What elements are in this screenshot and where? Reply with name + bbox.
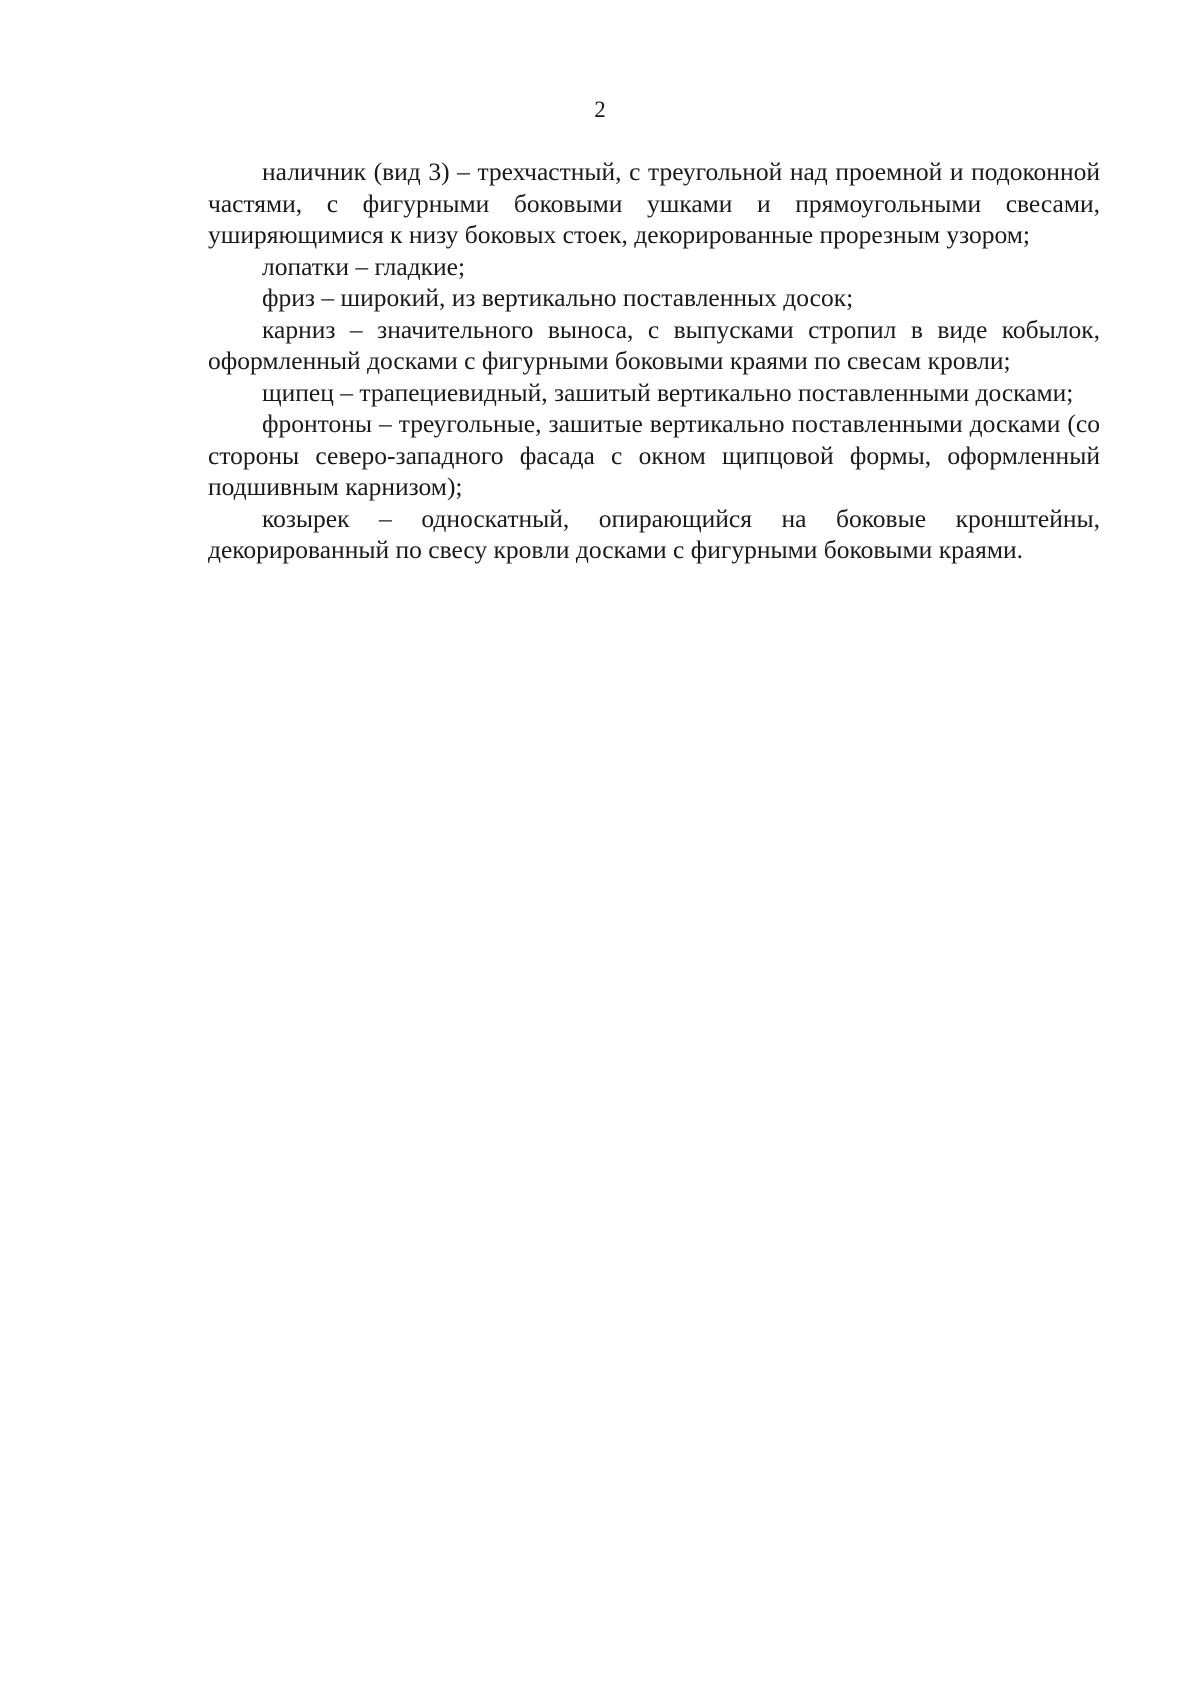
paragraph-karniz: карниз – значительного выноса, с выпусками стропил в виде кобылок, оформленный досками с фигурными боковыми краями по свесам кровли; (208, 314, 1100, 375)
paragraph-nalichnik: наличник (вид 3) – трехчастный, с треугольной над проемной и подоконной частями, с фигурными боковыми ушками и прямоугольными свесами, уширяющимися к низу боковых стоек, декорированные прорезным узором; (208, 157, 1100, 249)
paragraph-friz: фриз – широкий, из вертикально поставленных досок; (262, 283, 854, 312)
paragraph-frontony: фронтоны – треугольные, зашитые вертикально поставленными досками (со стороны северо-западного фасада с окном щипцовой формы, оформленный подшивным карнизом); (208, 409, 1100, 501)
page-number: 2 (594, 97, 606, 122)
paragraph-kozyrek: козырек – односкатный, опирающийся на боковые кронштейны, декорированный по свесу кровли досками с фигурными боковыми краями. (208, 503, 1100, 564)
paragraph-lopatki: лопатки – гладкие; (262, 251, 466, 281)
paragraph-shchipets: щипец – трапециевидный, зашитый вертикально поставленными досками; (262, 377, 1074, 407)
document-body (208, 156, 1100, 566)
